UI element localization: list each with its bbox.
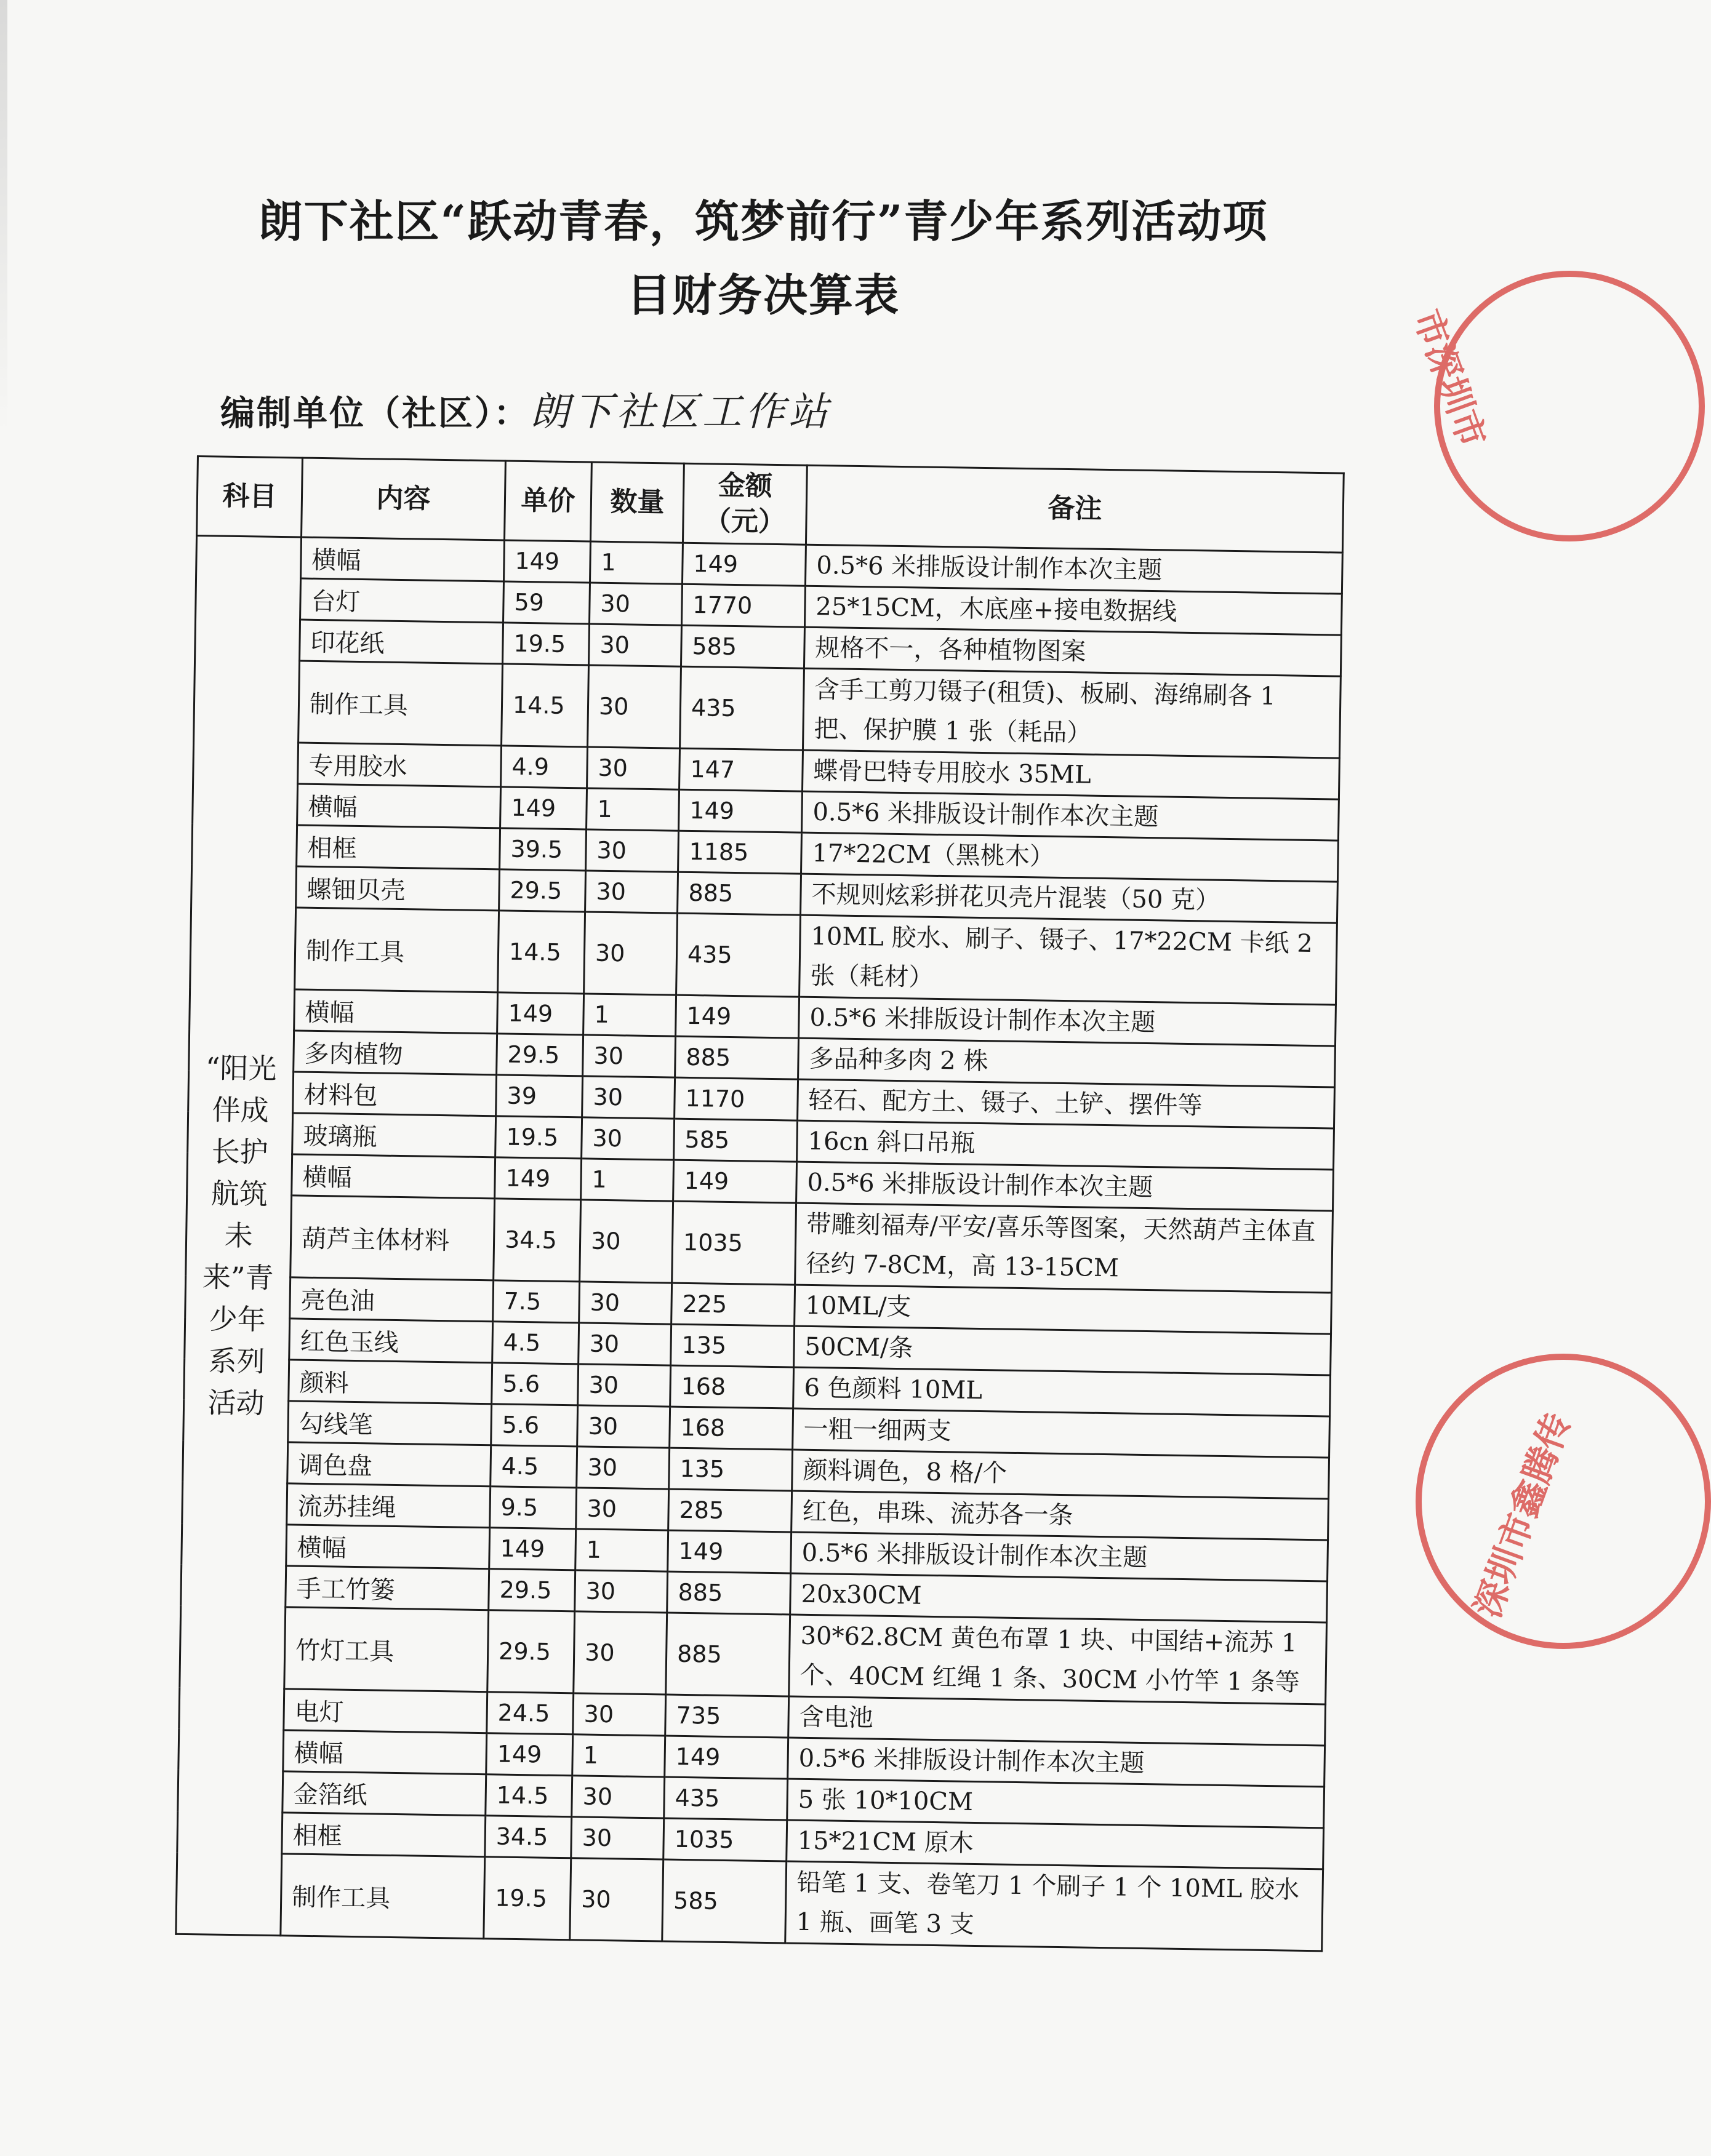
qty-cell: 30 (582, 1076, 675, 1119)
item-cell: 调色盘 (287, 1442, 491, 1487)
item-cell: 螺钿贝壳 (296, 866, 500, 911)
qty-cell: 30 (579, 1323, 671, 1365)
price-cell: 149 (500, 787, 587, 829)
amount-cell: 1770 (681, 584, 805, 627)
price-cell: 149 (497, 992, 584, 1035)
qty-cell: 1 (581, 1159, 674, 1201)
scan-edge (0, 0, 7, 431)
remark-cell: 0.5*6 米排版设计制作本次主题 (805, 545, 1342, 594)
item-cell: 横幅 (292, 1154, 495, 1199)
page-title (185, 185, 1342, 332)
item-cell: 多肉植物 (294, 1031, 497, 1075)
price-cell: 9.5 (490, 1487, 577, 1529)
qty-cell: 30 (574, 1611, 667, 1695)
qty-cell: 30 (590, 583, 683, 625)
item-cell: 专用胶水 (298, 743, 502, 787)
price-cell: 29.5 (499, 869, 586, 912)
price-cell: 29.5 (497, 1034, 583, 1076)
remark-cell: 颜料调色，8 格/个 (792, 1450, 1329, 1499)
amount-cell: 885 (678, 872, 801, 915)
remark-cell: 带雕刻福寿/平安/喜乐等图案，天然葫芦主体直径约 7-8CM，高 13-15CM (795, 1203, 1333, 1293)
amount-cell: 168 (670, 1407, 793, 1450)
amount-cell: 149 (679, 789, 803, 832)
amount-cell: 885 (675, 1036, 799, 1079)
header-content: 内容 (302, 458, 506, 540)
qty-cell: 30 (588, 665, 681, 748)
amount-cell: 149 (668, 1530, 791, 1573)
qty-cell: 30 (579, 1282, 672, 1324)
qty-cell: 30 (589, 624, 682, 666)
official-seal-bottom (1416, 1354, 1711, 1649)
remark-cell: 50CM/条 (794, 1326, 1331, 1375)
amount-cell: 149 (682, 543, 806, 586)
budget-table (175, 455, 1344, 1952)
item-cell: 颜料 (289, 1360, 492, 1404)
item-cell: 制作工具 (299, 661, 503, 746)
seal-text-bottom: 深圳市鑫腾传 (1466, 1407, 1579, 1623)
qty-cell: 30 (573, 1693, 666, 1736)
unit-label: 编制单位（社区）： (220, 393, 530, 434)
remark-cell: 0.5*6 米排版设计制作本次主题 (788, 1738, 1325, 1787)
amount-cell: 735 (665, 1695, 789, 1738)
amount-cell: 135 (669, 1448, 793, 1491)
qty-cell: 30 (580, 1200, 673, 1283)
price-cell: 149 (486, 1733, 573, 1776)
amount-cell: 147 (679, 748, 803, 791)
qty-cell: 30 (586, 829, 679, 872)
amount-cell: 585 (674, 1119, 798, 1162)
price-cell: 149 (495, 1157, 582, 1200)
qty-cell: 30 (587, 747, 680, 789)
price-cell: 5.6 (491, 1404, 578, 1447)
remark-cell: 16cn 斜口吊瓶 (797, 1120, 1334, 1170)
remark-cell: 一粗一细两支 (793, 1408, 1330, 1458)
item-cell: 葫芦主体材料 (291, 1196, 495, 1280)
remark-cell: 20x30CM (790, 1573, 1328, 1623)
remark-cell: 多品种多肉 2 株 (798, 1038, 1336, 1087)
table-row (176, 1852, 1323, 1951)
remark-cell: 30*62.8CM 黄色布罩 1 块、中国结+流苏 1 个、40CM 红绳 1 条、30CM 小竹竿 1 条等 (789, 1615, 1327, 1704)
remark-cell: 0.5*6 米排版设计制作本次主题 (791, 1532, 1328, 1581)
price-cell: 7.5 (493, 1280, 580, 1323)
remark-cell: 含电池 (788, 1696, 1326, 1746)
amount-cell: 1035 (663, 1818, 787, 1861)
price-cell: 19.5 (484, 1857, 571, 1940)
price-cell: 34.5 (494, 1199, 581, 1282)
item-cell: 台灯 (300, 578, 504, 623)
item-cell: 亮色油 (290, 1277, 494, 1322)
amount-cell: 168 (670, 1365, 794, 1408)
remark-cell: 17*22CM（黑桃木） (801, 832, 1339, 882)
amount-cell: 1185 (678, 831, 802, 874)
qty-cell: 30 (582, 1117, 675, 1160)
price-cell: 14.5 (502, 664, 589, 747)
item-cell: 材料包 (293, 1072, 497, 1116)
item-cell: 金箔纸 (282, 1771, 486, 1816)
amount-cell: 1170 (675, 1077, 798, 1120)
remark-cell: 0.5*6 米排版设计制作本次主题 (796, 1162, 1334, 1211)
remark-cell: 规格不一，各种植物图案 (804, 627, 1341, 676)
remark-cell: 6 色颜料 10ML (793, 1367, 1331, 1416)
item-cell: 相框 (282, 1813, 486, 1857)
qty-cell: 30 (572, 1776, 665, 1818)
price-cell: 4.5 (491, 1445, 577, 1488)
remark-cell: 含手工剪刀镊子(租赁)、板刷、海绵刷各 1 把、保护膜 1 张（耗品） (803, 668, 1341, 758)
header-price: 单价 (505, 461, 592, 541)
price-cell: 29.5 (489, 1569, 575, 1611)
qty-cell: 30 (575, 1570, 668, 1613)
qty-cell: 1 (587, 788, 679, 831)
seal-text-top: 市深圳市 (1405, 304, 1494, 453)
item-cell: 制作工具 (295, 908, 499, 992)
item-cell: 红色玉线 (289, 1319, 493, 1363)
remark-cell: 不规则炫彩拼花贝壳片混装（50 克） (801, 874, 1338, 923)
item-cell: 流苏挂绳 (287, 1483, 491, 1528)
unit-handwritten-value: 朗下社区工作站 (530, 389, 831, 435)
amount-cell: 585 (681, 625, 804, 668)
qty-cell: 30 (571, 1817, 664, 1859)
header-amount: 金额（元） (683, 463, 807, 545)
qty-cell: 30 (577, 1447, 670, 1489)
price-cell: 19.5 (495, 1116, 582, 1159)
price-cell: 4.5 (492, 1322, 579, 1364)
item-cell: 竹灯工具 (284, 1607, 489, 1692)
amount-cell: 435 (680, 666, 804, 750)
qty-cell: 1 (583, 994, 676, 1036)
price-cell: 39.5 (500, 828, 587, 871)
price-cell: 5.6 (492, 1363, 579, 1405)
price-cell: 4.9 (501, 746, 588, 788)
item-cell: 玻璃瓶 (292, 1113, 496, 1157)
qty-cell: 1 (590, 541, 683, 584)
header-remark: 备注 (806, 465, 1344, 553)
price-cell: 19.5 (503, 623, 590, 665)
amount-cell: 225 (671, 1283, 795, 1326)
amount-cell: 149 (665, 1736, 788, 1779)
qty-cell: 30 (570, 1858, 663, 1941)
item-cell: 横幅 (301, 537, 505, 581)
amount-cell: 885 (666, 1613, 790, 1696)
price-cell: 149 (489, 1528, 576, 1570)
official-seal-top (1405, 271, 1705, 541)
price-cell: 34.5 (485, 1816, 572, 1858)
amount-cell: 135 (671, 1324, 795, 1367)
header-subject: 科目 (197, 457, 303, 538)
item-cell: 电灯 (284, 1689, 487, 1733)
title-line-1: 朗下社区“跃动青春，筑梦前行”青少年系列活动项 (258, 195, 1268, 247)
subject-cell: “阳光伴成长护航筑未来”青少年系列活动 (176, 536, 302, 1936)
remark-cell: 15*21CM 原木 (787, 1820, 1324, 1869)
price-cell: 149 (504, 540, 591, 583)
qty-cell: 30 (584, 912, 678, 995)
amount-cell: 149 (673, 1160, 797, 1203)
amount-cell: 885 (667, 1571, 791, 1615)
item-cell: 横幅 (294, 989, 498, 1034)
amount-cell: 149 (676, 995, 799, 1038)
remark-cell: 铅笔 1 支、卷笔刀 1 个刷子 1 个 10ML 胶水 1 瓶、画笔 3 支 (785, 1861, 1323, 1951)
remark-cell: 0.5*6 米排版设计制作本次主题 (799, 997, 1336, 1046)
price-cell: 14.5 (486, 1775, 572, 1817)
qty-cell: 30 (578, 1364, 671, 1407)
remark-cell: 轻石、配方土、镊子、土铲、摆件等 (798, 1079, 1335, 1128)
price-cell: 29.5 (487, 1610, 575, 1693)
item-cell: 横幅 (283, 1730, 487, 1775)
qty-cell: 30 (585, 871, 678, 913)
item-cell: 横幅 (297, 784, 501, 828)
price-cell: 24.5 (487, 1692, 574, 1735)
remark-cell: 蝶骨巴特专用胶水 35ML (803, 750, 1340, 799)
title-line-2: 目财务决算表 (626, 269, 900, 321)
qty-cell: 30 (577, 1405, 670, 1448)
amount-cell: 435 (676, 913, 801, 997)
item-cell: 制作工具 (281, 1854, 485, 1939)
qty-cell: 30 (576, 1488, 669, 1530)
item-cell: 相框 (297, 825, 500, 869)
price-cell: 39 (496, 1075, 583, 1117)
price-cell: 14.5 (498, 911, 585, 994)
item-cell: 横幅 (286, 1525, 490, 1569)
remark-cell: 5 张 10*10CM (787, 1779, 1324, 1828)
remark-cell: 10ML/支 (795, 1285, 1332, 1334)
remark-cell: 25*15CM，木底座+接电数据线 (804, 586, 1342, 635)
qty-cell: 30 (583, 1035, 676, 1077)
qty-cell: 1 (572, 1735, 665, 1777)
amount-cell: 585 (662, 1859, 787, 1943)
amount-cell: 1035 (672, 1201, 796, 1285)
item-cell: 手工竹篓 (286, 1566, 489, 1610)
remark-cell: 10ML 胶水、刷子、镊子、17*22CM 卡纸 2 张（耗材） (799, 915, 1337, 1005)
item-cell: 勾线笔 (288, 1401, 492, 1445)
preparing-unit (220, 380, 831, 437)
item-cell: 印花纸 (300, 620, 503, 664)
remark-cell: 红色，串珠、流苏各一条 (791, 1491, 1329, 1540)
table-body (176, 536, 1343, 1951)
amount-cell: 435 (664, 1777, 788, 1820)
amount-cell: 285 (668, 1489, 792, 1532)
remark-cell: 0.5*6 米排版设计制作本次主题 (802, 791, 1339, 840)
price-cell: 59 (503, 581, 590, 624)
qty-cell: 1 (575, 1529, 668, 1571)
header-qty: 数量 (590, 462, 684, 543)
